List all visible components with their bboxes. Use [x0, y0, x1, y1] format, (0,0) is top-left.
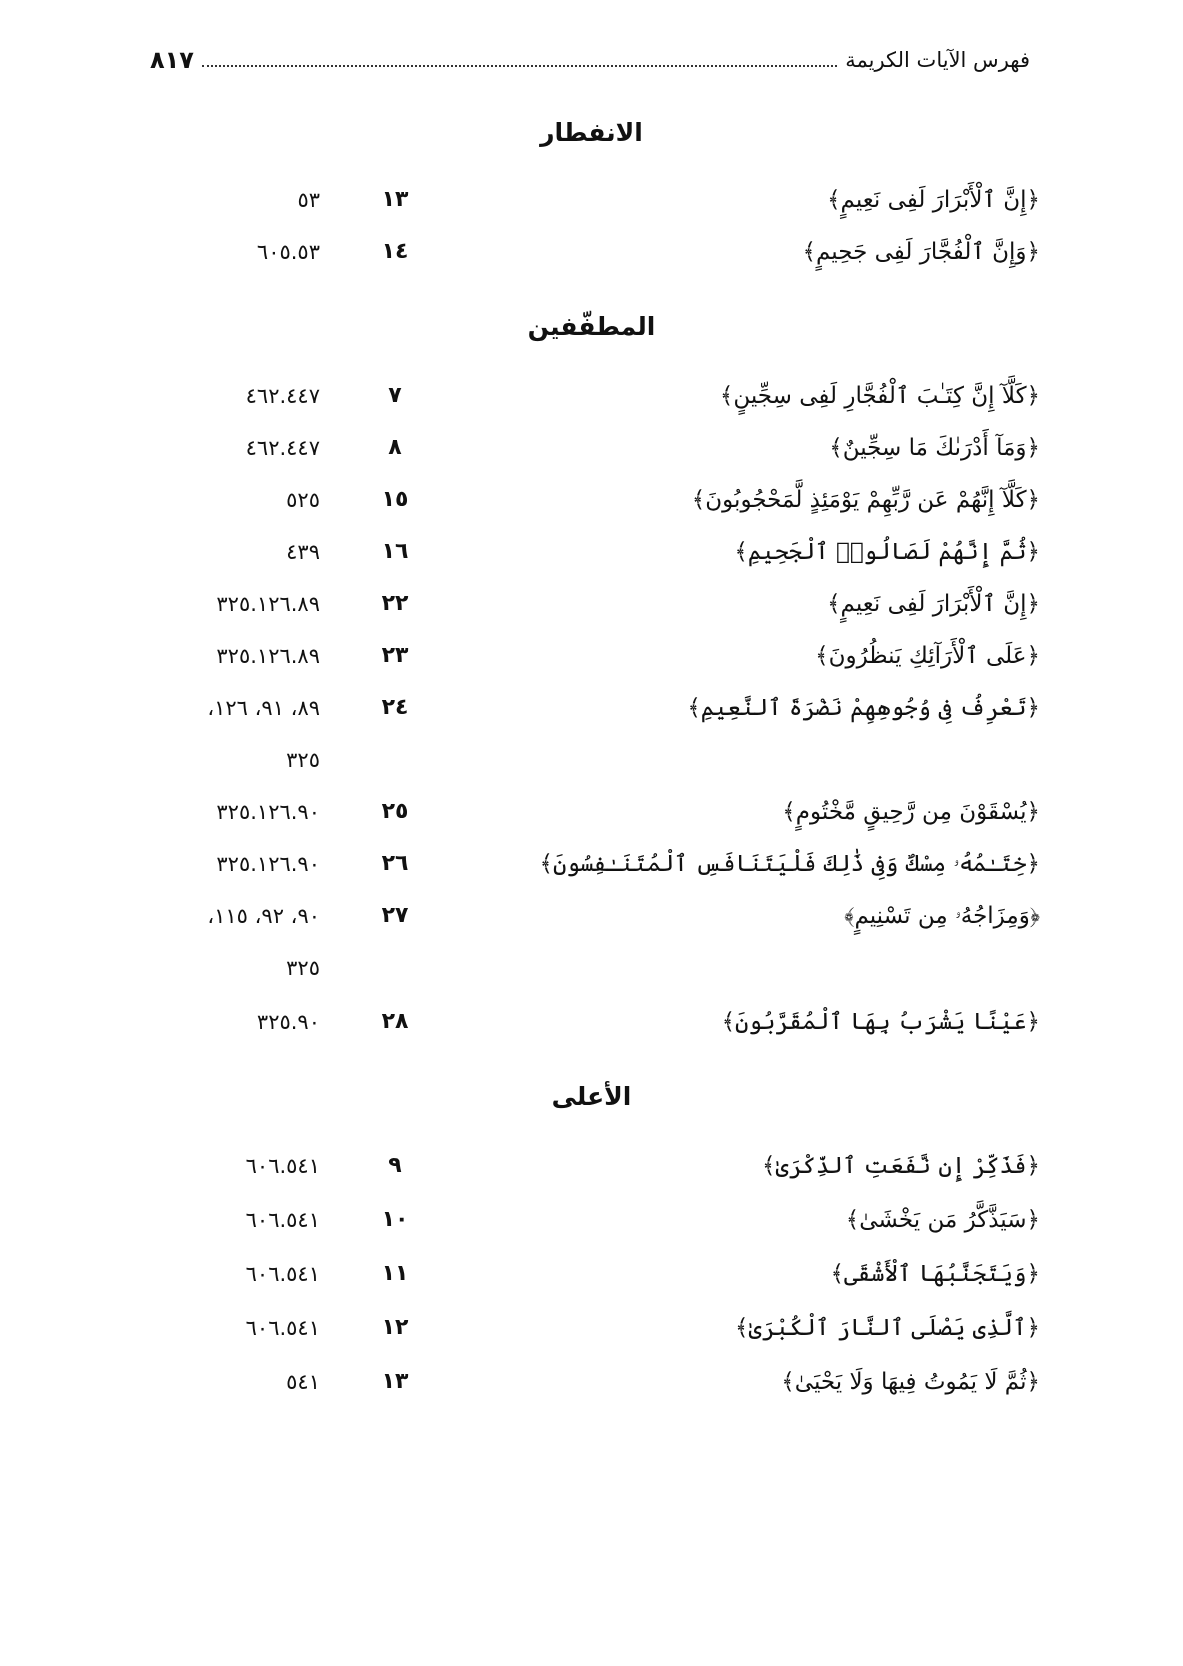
leader-dots [202, 65, 837, 67]
page-references: ٣٢٥.١٢٦.٨٩ [216, 644, 320, 668]
verse-number: ١٣ [381, 187, 409, 212]
index-row [0, 232, 1183, 272]
page-references: ٦٠٥.٥٣ [256, 240, 320, 264]
index-row-continuation [0, 740, 1183, 780]
page-number: ٨١٧ [150, 46, 194, 74]
verse-number: ٢٣ [381, 643, 409, 668]
verse-number: ١٦ [381, 539, 409, 564]
verse-text: ﴿إِنَّ ٱلْأَبْرَارَ لَفِى نَعِيمٍ﴾ [827, 187, 1040, 213]
page-references: ٤٦٢.٤٤٧ [245, 384, 320, 408]
verse-text: ﴿عَيْنًا يَشْرَبُ بِهَا ٱلْمُقَرَّبُونَ﴾ [721, 1009, 1040, 1035]
index-row [0, 636, 1183, 676]
page-references: ٤٣٩ [286, 540, 320, 564]
index-row [0, 428, 1183, 468]
index-row [0, 792, 1183, 832]
verse-text: ﴿إِنَّ ٱلْأَبْرَارَ لَفِى نَعِيمٍ﴾ [827, 591, 1040, 617]
index-row [0, 1200, 1183, 1240]
page-references: ٥٢٥ [286, 488, 320, 512]
section-heading: الانفطار [540, 118, 643, 147]
page-references: ٦٠٦.٥٤١ [245, 1154, 320, 1178]
page-references: ٥٣ [297, 188, 320, 212]
page-references: ٥٤١ [286, 1370, 320, 1394]
index-row [0, 896, 1183, 936]
page-references: ٦٠٦.٥٤١ [245, 1316, 320, 1340]
index-row [0, 1146, 1183, 1186]
verse-text: ﴿سَيَذَّكَّرُ مَن يَخْشَىٰ﴾ [845, 1207, 1040, 1233]
verse-text: ﴿فَذَكِّرْ إِن نَّفَعَتِ ٱلذِّكْرَىٰ﴾ [762, 1153, 1040, 1179]
page-references: ٦٠٦.٥٤١ [245, 1208, 320, 1232]
verse-number: ٢٨ [381, 1009, 409, 1034]
verse-number: ١٤ [381, 239, 409, 264]
verse-text: ﴿وَإِنَّ ٱلْفُجَّارَ لَفِى جَحِيمٍ﴾ [802, 239, 1040, 265]
verse-number: ١٣ [381, 1369, 409, 1394]
page-references-continued: ٣٢٥ [286, 748, 320, 772]
page-references: ٤٦٢.٤٤٧ [245, 436, 320, 460]
verse-text: ﴿وَمَآ أَدْرَىٰكَ مَا سِجِّينٌ﴾ [829, 435, 1040, 461]
verse-text: ﴿يُسْقَوْنَ مِن رَّحِيقٍ مَّخْتُومٍ﴾ [782, 799, 1040, 825]
index-row [0, 688, 1183, 728]
page-references: ٩٠، ٩٢، ١١٥، [207, 904, 320, 928]
verse-text: ﴿ٱلَّذِى يَصْلَى ٱلنَّارَ ٱلْكُبْرَىٰ﴾ [735, 1315, 1040, 1341]
verse-text: ﴿كَلَّآ إِنَّهُمْ عَن رَّبِّهِمْ يَوْمَئِذٍ لَّمَحْجُوبُونَ﴾ [691, 487, 1040, 513]
verse-number: ١٥ [381, 487, 409, 512]
verse-number: ١١ [381, 1261, 409, 1286]
index-row [0, 376, 1183, 416]
verse-number: ٢٧ [381, 903, 409, 928]
running-header-title: فهرس الآيات الكريمة [845, 48, 1030, 72]
index-row [0, 1002, 1183, 1042]
verse-number: ٢٦ [381, 851, 409, 876]
verse-text: ﴿وَمِزَاجُهُۥ مِن تَسْنِيمٍ﴾ [844, 903, 1040, 929]
verse-number: ٢٥ [381, 799, 409, 824]
index-row [0, 532, 1183, 572]
index-row [0, 844, 1183, 884]
verse-number: ١٢ [381, 1315, 409, 1340]
index-row [0, 1308, 1183, 1348]
verse-number: ١٠ [381, 1207, 409, 1232]
index-row [0, 1362, 1183, 1402]
verse-text: ﴿كَلَّآ إِنَّ كِتَـٰبَ ٱلْفُجَّارِ لَفِى سِجِّينٍ﴾ [719, 383, 1040, 409]
verse-text: ﴿ثُمَّ لَا يَمُوتُ فِيهَا وَلَا يَحْيَىٰ﴾ [781, 1369, 1040, 1395]
verse-text: ﴿تَعْرِفُ فِى وُجُوهِهِمْ نَضْرَةَ ٱلنَّعِيمِ﴾ [687, 695, 1040, 721]
verse-number: ٩ [388, 1153, 402, 1178]
index-row [0, 480, 1183, 520]
verse-text: ﴿ثُمَّ إِنَّهُمْ لَصَالُوا۟ ٱلْجَحِيمِ﴾ [734, 539, 1040, 565]
verse-number: ٢٢ [381, 591, 409, 616]
index-row [0, 1254, 1183, 1294]
verse-number: ٨ [388, 435, 402, 460]
page-references: ٣٢٥.٩٠ [256, 1010, 320, 1034]
verse-number: ٢٤ [381, 695, 409, 720]
section-heading: الأعلى [551, 1082, 632, 1111]
index-row [0, 584, 1183, 624]
page-references: ٨٩، ٩١، ١٢٦، [207, 696, 320, 720]
index-row [0, 180, 1183, 220]
verse-text: ﴿خِتَـٰمُهُۥ مِسْكٌ وَفِى ذَٰلِكَ فَلْيَتَنَافَسِ ٱلْمُتَنَـٰفِسُونَ﴾ [539, 851, 1040, 877]
page-references-continued: ٣٢٥ [286, 956, 320, 980]
page-references: ٣٢٥.١٢٦.٨٩ [216, 592, 320, 616]
page-references: ٦٠٦.٥٤١ [245, 1262, 320, 1286]
section-heading: المطفّفين [527, 312, 656, 341]
running-header [150, 40, 1030, 80]
page-references: ٣٢٥.١٢٦.٩٠ [216, 852, 320, 876]
verse-text: ﴿عَلَى ٱلْأَرَآئِكِ يَنظُرُونَ﴾ [815, 643, 1040, 669]
page-references: ٣٢٥.١٢٦.٩٠ [216, 800, 320, 824]
verse-number: ٧ [388, 383, 402, 408]
index-row-continuation [0, 948, 1183, 988]
verse-text: ﴿وَيَتَجَنَّبُهَا ٱلْأَشْقَى﴾ [830, 1261, 1040, 1287]
